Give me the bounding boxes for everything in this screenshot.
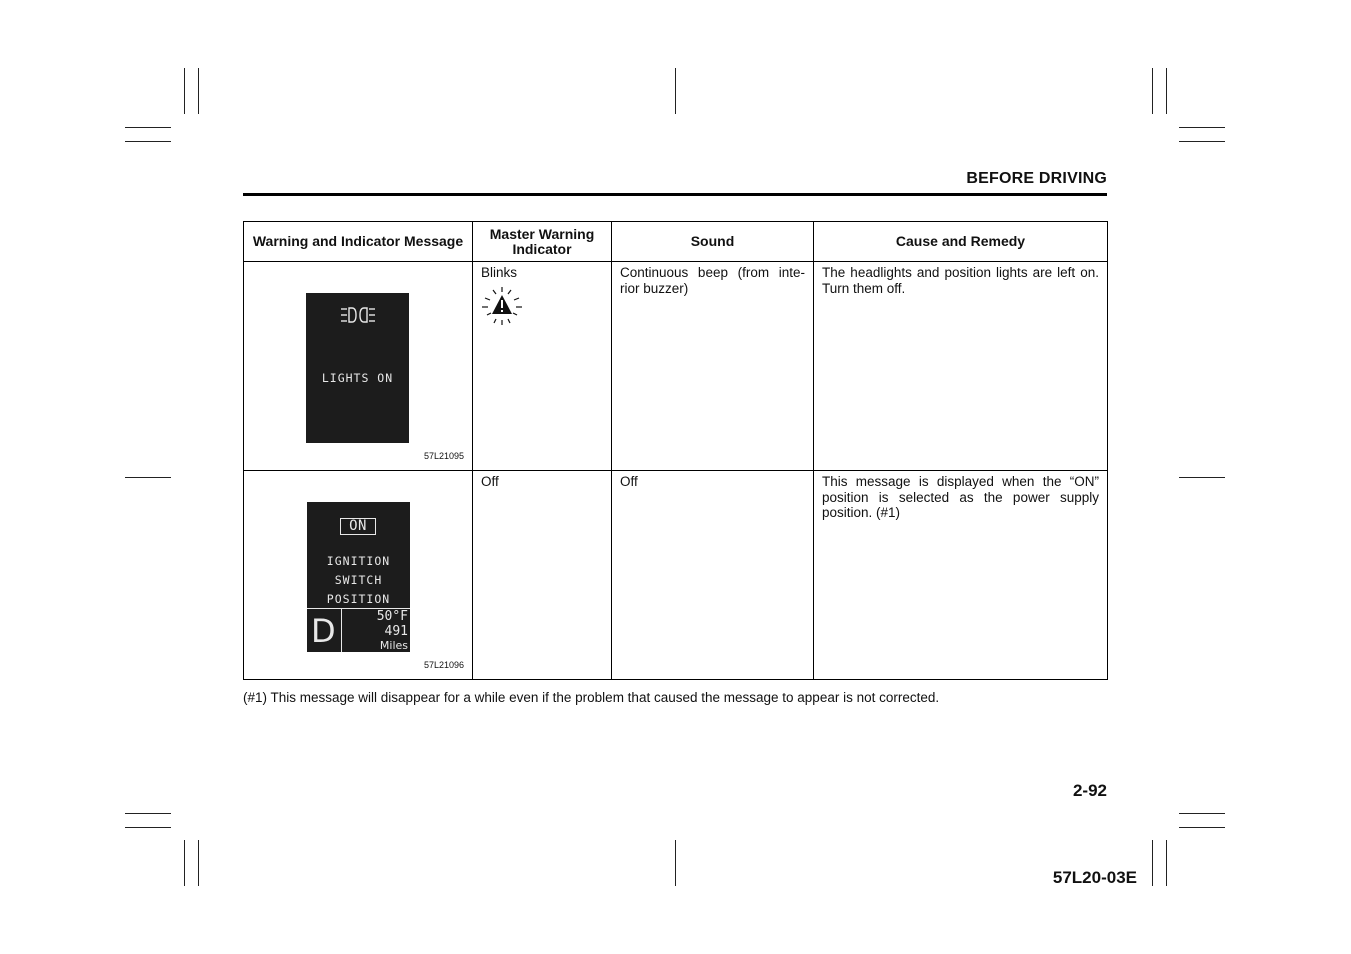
display-divider <box>341 608 342 652</box>
column-header-cause: Cause and Remedy <box>814 222 1108 262</box>
cause-remedy-cell: This message is displayed when the “ON” position is selected as the power supply position. (#1) <box>814 471 1108 680</box>
gear-position: D <box>311 612 336 650</box>
crop-mark <box>1152 840 1153 886</box>
odometer-value: 491 <box>384 624 408 639</box>
table-row <box>244 471 1108 680</box>
odometer-unit: Miles <box>379 639 408 652</box>
outside-temperature: 50°F <box>376 609 408 624</box>
crop-mark <box>198 68 199 114</box>
document-code: 57L20-03E <box>1052 868 1137 887</box>
master-warning-cell: Off <box>473 471 612 680</box>
sound-cell: Off <box>612 471 814 680</box>
cause-remedy-cell: The headlights and position lights are left on. Turn them off. <box>814 262 1108 471</box>
master-warning-cell <box>473 262 612 471</box>
crop-mark <box>1179 813 1225 814</box>
section-title: BEFORE DRIVING <box>966 170 1107 187</box>
column-header-master-warning: Master Warning Indicator <box>473 222 612 262</box>
display-message: LIGHTS ON <box>321 371 394 385</box>
crop-mark <box>125 477 171 478</box>
message-cell <box>244 262 473 471</box>
footnote: (#1) This message will disappear for a while even if the problem that caused the message to appear is not corrected. <box>243 690 940 705</box>
crop-mark <box>1179 827 1225 828</box>
crop-mark <box>198 840 199 886</box>
crop-mark <box>184 840 185 886</box>
warning-message-table <box>243 221 1108 680</box>
crop-mark <box>184 68 185 114</box>
crop-mark <box>1179 127 1225 128</box>
crop-mark <box>675 840 676 886</box>
master-warning-status: Blinks <box>481 265 518 280</box>
table-row <box>244 262 1108 471</box>
ignition-status-indicator: ON <box>340 518 376 535</box>
crop-mark <box>125 141 171 142</box>
sound-cell: Continuous beep (from inte-rior buzzer) <box>612 262 814 471</box>
crop-mark <box>1152 68 1153 114</box>
figure-code: 57L21096 <box>423 659 464 670</box>
ignition-switch-display <box>307 502 410 652</box>
display-line: SWITCH <box>334 573 383 587</box>
crop-mark <box>1179 141 1225 142</box>
crop-mark <box>1166 840 1167 886</box>
crop-mark <box>125 127 171 128</box>
crop-mark <box>1179 477 1225 478</box>
message-cell <box>244 471 473 680</box>
lights-on-display <box>306 293 409 443</box>
crop-mark <box>675 68 676 114</box>
column-header-message: Warning and Indicator Message <box>244 222 473 262</box>
headlight-icon <box>306 305 409 330</box>
crop-mark <box>1166 68 1167 114</box>
blinking-warning-triangle-icon <box>479 285 525 327</box>
header-rule <box>243 193 1107 196</box>
crop-mark <box>125 813 171 814</box>
page-number: 2-92 <box>1072 781 1107 800</box>
display-line: POSITION <box>326 592 391 606</box>
figure-code: 57L21095 <box>423 450 464 461</box>
table-header-row <box>244 222 1108 262</box>
crop-mark <box>125 827 171 828</box>
column-header-sound: Sound <box>612 222 814 262</box>
display-line: IGNITION <box>326 554 391 568</box>
